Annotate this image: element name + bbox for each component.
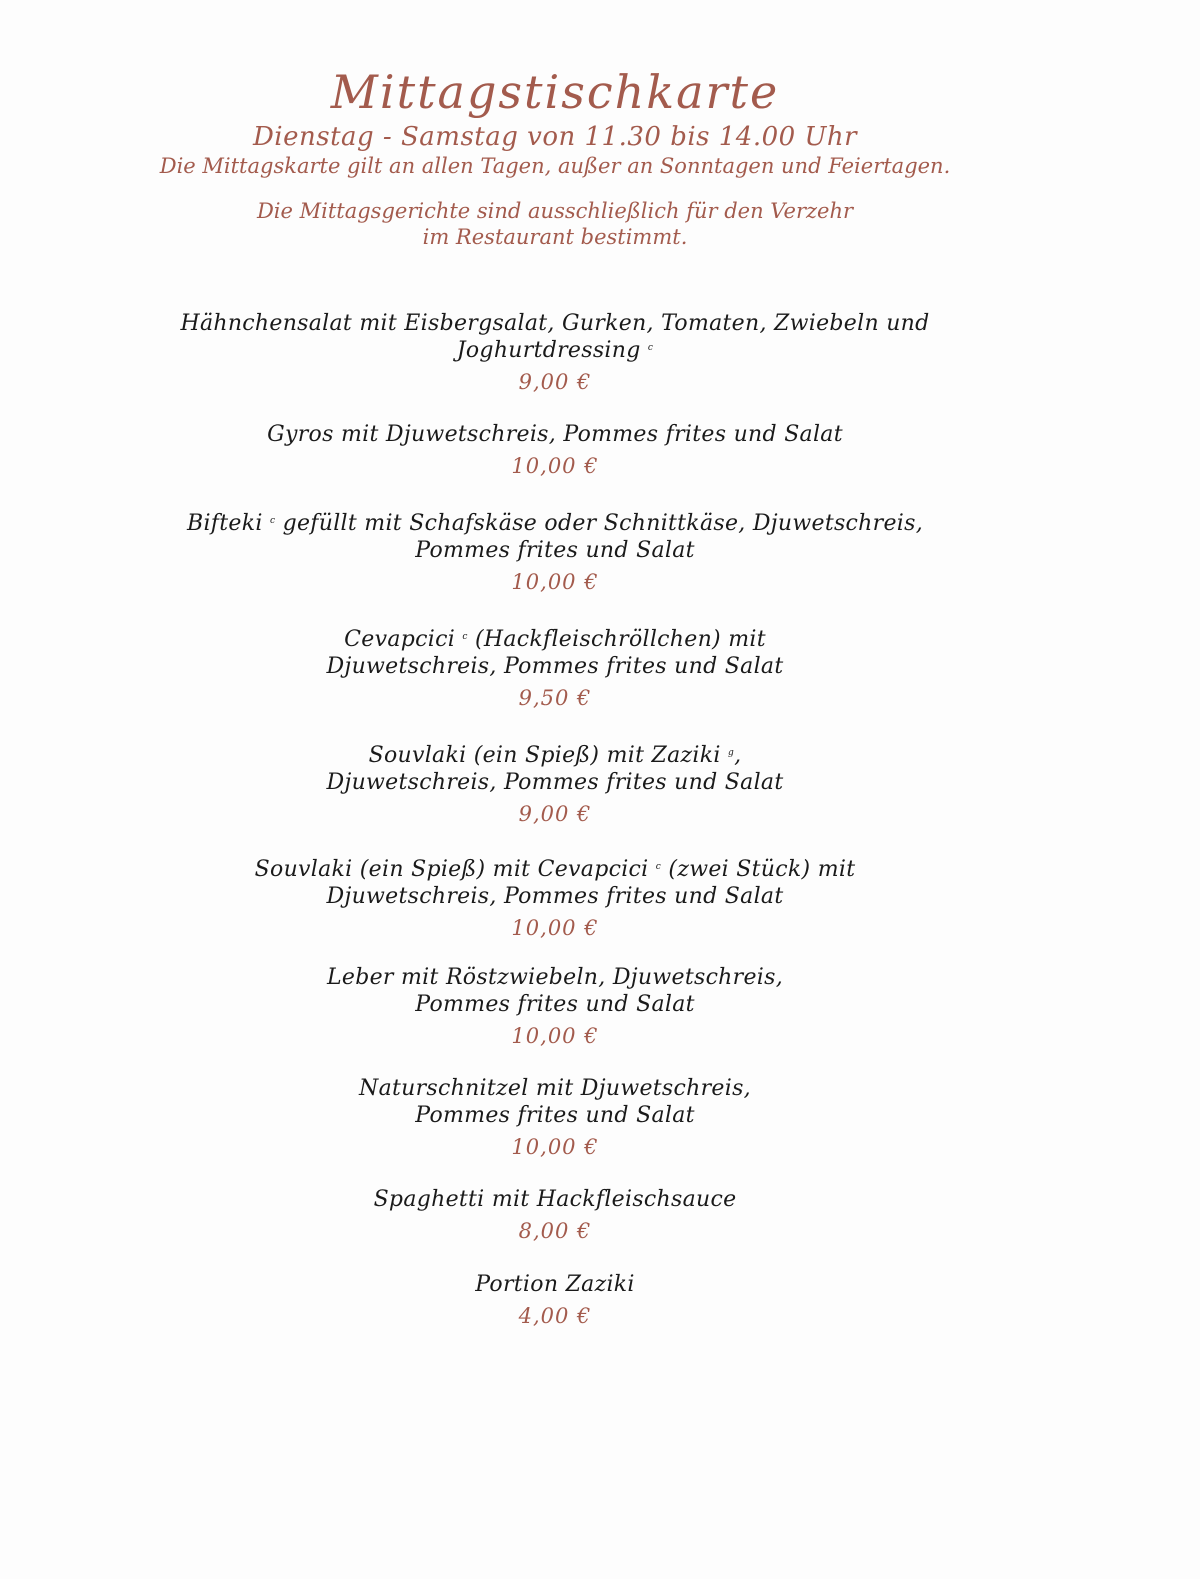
dish-line-1-part-b: gefüllt mit Schafskäse oder Schnittkäse, Djuwetschreis, — [275, 511, 924, 536]
dish-description — [0, 510, 1110, 564]
dish-line-1: Spaghetti mit Hackfleischsauce — [373, 1187, 737, 1212]
dish-item — [0, 856, 1110, 942]
dish-price: 10,00 € — [511, 570, 599, 594]
dish-line-1 — [0, 856, 1110, 883]
dish-line-1 — [0, 626, 1110, 653]
restriction-note — [0, 198, 1110, 250]
dish-line-1-part-a: Cevapcici — [344, 627, 463, 652]
page-title: Mittagstischkarte — [330, 65, 780, 119]
dish-price: 10,00 € — [511, 1135, 599, 1159]
dish-line-2: Pommes frites und Salat — [415, 538, 695, 563]
dish-line-1 — [0, 742, 1110, 769]
dish-line-1: Leber mit Röstzwiebeln, Djuwetschreis, — [326, 965, 784, 990]
dish-item — [0, 310, 1110, 396]
dish-description — [0, 1075, 1110, 1129]
dish-price: 9,00 € — [518, 802, 592, 826]
dish-description — [0, 856, 1110, 910]
dish-item — [0, 1186, 1110, 1245]
allergen-marker: c — [462, 632, 468, 642]
dish-line-2: Djuwetschreis, Pommes frites und Salat — [326, 654, 784, 679]
dish-line-1 — [0, 510, 1110, 537]
dish-price: 10,00 € — [511, 1024, 599, 1048]
dish-line-2: Pommes frites und Salat — [415, 992, 695, 1017]
dish-price: 4,00 € — [518, 1304, 592, 1328]
dish-line-1: Naturschnitzel mit Djuwetschreis, — [359, 1076, 751, 1101]
dish-item — [0, 421, 1110, 480]
dish-line-1-part-a: Souvlaki (ein Spieß) mit Zaziki — [368, 743, 729, 768]
dish-item — [0, 964, 1110, 1050]
dish-line-1-part-a: Souvlaki (ein Spieß) mit Cevapcici — [254, 857, 656, 882]
dish-line-2: Djuwetschreis, Pommes frites und Salat — [326, 884, 784, 909]
dish-line-1-part-b: (zwei Stück) mit — [661, 857, 856, 882]
dish-line-1-part-b: , — [734, 743, 742, 768]
dish-line-2-text: Joghurtdressing — [456, 338, 648, 363]
dish-line-2: Pommes frites und Salat — [415, 1103, 695, 1128]
validity-note: Die Mittagskarte gilt an allen Tagen, außer an Sonntagen und Feiertagen. — [159, 154, 951, 178]
dish-price: 8,00 € — [518, 1219, 592, 1243]
dish-description — [0, 964, 1110, 1018]
allergen-marker: c — [655, 862, 662, 872]
dish-line-1-part-b: (Hackfleischröllchen) mit — [467, 627, 766, 652]
dish-item — [0, 742, 1110, 828]
dish-line-1: Portion Zaziki — [475, 1272, 635, 1297]
dish-price: 9,50 € — [518, 686, 592, 710]
dish-price: 9,00 € — [518, 370, 592, 394]
dish-description — [0, 310, 1110, 364]
allergen-marker: c — [647, 343, 654, 353]
menu-header — [0, 62, 1110, 250]
dish-item — [0, 510, 1110, 596]
dish-line-1-part-a: Bifteki — [186, 511, 270, 536]
allergen-marker: g — [728, 748, 735, 758]
dish-price: 10,00 € — [511, 454, 599, 478]
dish-item — [0, 1271, 1110, 1330]
restriction-line-1: Die Mittagsgerichte sind ausschließlich für den Verzehr — [256, 199, 854, 223]
dish-line-1: Gyros mit Djuwetschreis, Pommes frites und Salat — [267, 422, 843, 447]
dish-line-1: Hähnchensalat mit Eisbergsalat, Gurken, Tomaten, Zwiebeln und — [180, 311, 930, 336]
dish-description — [0, 1186, 1110, 1213]
opening-hours: Dienstag - Samstag von 11.30 bis 14.00 Uhr — [252, 122, 858, 152]
allergen-marker: c — [269, 516, 276, 526]
dish-item — [0, 1075, 1110, 1161]
dish-description — [0, 1271, 1110, 1298]
restriction-line-2: im Restaurant bestimmt. — [422, 225, 688, 249]
dish-item — [0, 626, 1110, 712]
dish-price: 10,00 € — [511, 916, 599, 940]
dish-line-2: Djuwetschreis, Pommes frites und Salat — [326, 770, 784, 795]
dish-description — [0, 742, 1110, 796]
dish-line-2 — [0, 337, 1110, 364]
dish-description — [0, 421, 1110, 448]
dish-description — [0, 626, 1110, 680]
